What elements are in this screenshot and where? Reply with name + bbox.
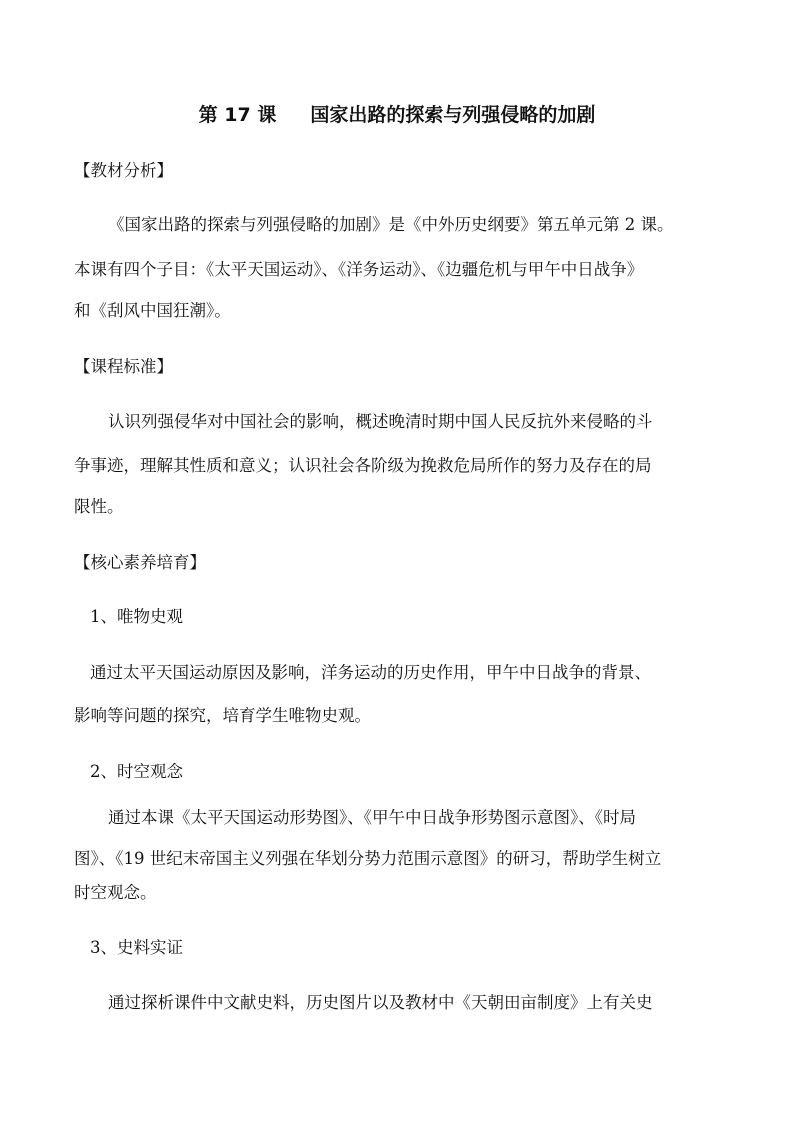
lesson-title <box>0 100 794 130</box>
paragraph-line: 本课有四个子目：《太平天国运动》、《洋务运动》、《边疆危机与甲午中日战争》 <box>74 260 644 279</box>
section-heading-curriculum-standard: 【课程标准】 <box>74 357 173 376</box>
lesson-topic: 国家出路的探索与列强侵略的加剧 <box>310 104 596 126</box>
paragraph-line: 通过本课《太平天国运动形势图》、《甲午中日战争形势图示意图》、《时局 <box>108 808 636 827</box>
lesson-number: 第 17 课 <box>198 104 277 126</box>
subsection-label-historical-materialism: 1、唯物史观 <box>90 607 183 626</box>
paragraph-line: 影响等问题的探究，培育学生唯物史观。 <box>74 706 371 725</box>
paragraph-line: 通过探析课件中文献史料，历史图片以及教材中《天朝田亩制度》上有关史 <box>108 993 653 1012</box>
subsection-label-spatiotemporal-concept: 2、时空观念 <box>90 762 183 781</box>
paragraph-line: 争事迹，理解其性质和意义；认识社会各阶级为挽救危局所作的努力及存在的局 <box>74 456 652 475</box>
section-heading-textbook-analysis: 【教材分析】 <box>74 161 173 180</box>
section-heading-core-literacy: 【核心素养培育】 <box>74 553 206 572</box>
paragraph-line: 《国家出路的探索与列强侵略的加剧》是《中外历史纲要》第五单元第 2 课。 <box>108 215 674 234</box>
subsection-label-historical-evidence: 3、史料实证 <box>90 938 183 957</box>
paragraph-line: 和《刮风中国狂潮》。 <box>74 301 231 320</box>
paragraph-line: 限性。 <box>74 497 124 516</box>
paragraph-line: 图》、《19 世纪末帝国主义列强在华划分势力范围示意图》的研习，帮助学生树立 <box>74 849 662 868</box>
paragraph-line: 通过太平天国运动原因及影响，洋务运动的历史作用，甲午中日战争的背景、 <box>90 663 651 682</box>
paragraph-line: 时空观念。 <box>74 883 157 902</box>
paragraph-line: 认识列强侵华对中国社会的影响，概述晚清时期中国人民反抗外来侵略的斗 <box>108 412 653 431</box>
